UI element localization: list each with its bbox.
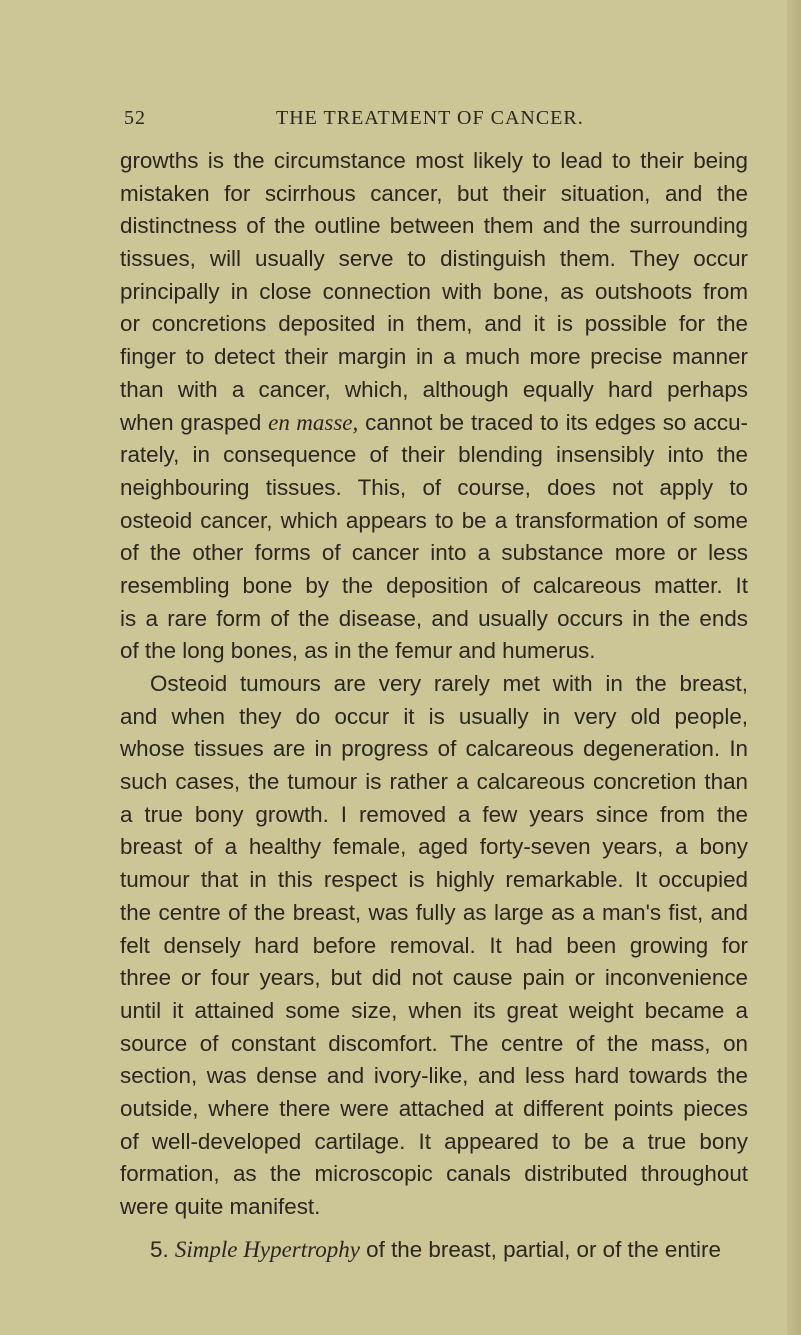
text-line: section, was dense and ivory-like, and less hard towards the <box>120 1063 748 1089</box>
text-fragment: when grasped <box>120 409 269 435</box>
text-line: tissues, will usually serve to distinguish them. They occur <box>120 246 748 272</box>
section-text: of the breast, partial, or of the entire <box>359 1236 721 1262</box>
text-line: tumour that in this respect is highly remarkable. It occupied <box>120 867 748 893</box>
text-line: the centre of the breast, was fully as large as a man's fist, and <box>120 899 748 925</box>
page-number: 52 <box>124 107 146 129</box>
text-line: source of constant discomfort. The centre of the mass, on <box>120 1030 748 1056</box>
body-text <box>120 145 748 1266</box>
text-line: finger to detect their margin in a much more precise manner <box>120 344 748 370</box>
text-line: of well-developed cartilage. It appeared to be a true bony <box>120 1128 748 1154</box>
text-line: or concretions deposited in them, and it is possible for the <box>120 311 748 337</box>
text-line: than with a cancer, which, although equally hard perhaps <box>120 376 748 402</box>
text-line: whose tissues are in progress of calcareous degeneration. In <box>120 736 748 762</box>
text-line: such cases, the tumour is rather a calcareous concretion than <box>120 769 748 795</box>
text-line: growths is the circumstance most likely to lead to their being <box>120 148 748 173</box>
text-line: osteoid cancer, which appears to be a transformation of some <box>120 507 748 533</box>
italic-phrase: en masse, <box>268 409 359 435</box>
section-heading-line <box>120 1234 748 1267</box>
section-title: Simple Hypertrophy <box>174 1236 360 1262</box>
text-line-with-italic <box>120 407 748 440</box>
section-number: 5. <box>150 1236 169 1262</box>
text-line: were quite manifest. <box>120 1194 321 1219</box>
text-line: is a rare form of the disease, and usually occurs in the ends <box>120 605 748 631</box>
text-line: neighbouring tissues. This, of course, does not apply to <box>120 474 748 500</box>
running-header <box>124 107 744 137</box>
text-line: of the long bones, as in the femur and humerus. <box>120 638 596 664</box>
text-line: of the other forms of cancer into a substance more or less <box>120 540 748 566</box>
text-line: felt densely hard before removal. It had been growing for <box>120 932 748 958</box>
text-line: breast of a healthy female, aged forty-seven years, a bony <box>120 834 748 860</box>
running-title: THE TREATMENT OF CANCER. <box>276 107 584 129</box>
text-line: until it attained some size, when its great weight became a <box>120 997 748 1023</box>
paragraph-start-line: Osteoid tumours are very rarely met with in the breast, <box>150 671 748 696</box>
text-line: and when they do occur it is usually in very old people, <box>120 703 748 729</box>
page-edge <box>787 0 801 1335</box>
text-line: three or four years, but did not cause pain or inconvenience <box>120 965 748 991</box>
text-line: resembling bone by the deposition of calcareous matter. It <box>120 572 748 598</box>
text-line: principally in close connection with bone, as outshoots from <box>120 278 748 304</box>
text-line: outside, where there were attached at different points pieces <box>120 1095 748 1121</box>
text-line: formation, as the microscopic canals distributed throughout <box>120 1161 748 1187</box>
text-line: rately, in consequence of their blending insensibly into the <box>120 442 748 468</box>
text-line: mistaken for scirrhous cancer, but their situation, and the <box>120 180 748 206</box>
text-fragment: cannot be traced to its edges so accu- <box>365 409 748 435</box>
text-line: distinctness of the outline between them and the surrounding <box>120 213 748 239</box>
text-line: a true bony growth. I removed a few years since from the <box>120 801 748 827</box>
